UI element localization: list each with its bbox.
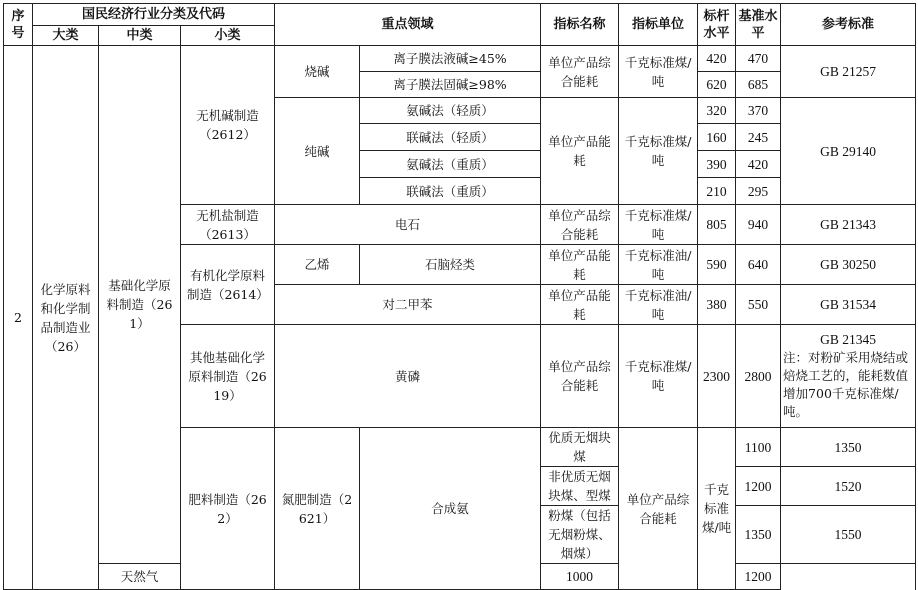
baseline-cell: 420	[736, 151, 781, 178]
header-industry-group: 国民经济行业分类及代码	[33, 4, 275, 26]
area-soda-ash: 纯碱	[275, 98, 360, 205]
middle-basic-chem-cell: 基础化学原料制造（261）	[99, 46, 181, 564]
minor-nitrogen-fert-cell: 氮肥制造（2621）	[275, 428, 360, 590]
major-class-cell: 化学原料和化学制品制造业（26）	[33, 46, 99, 590]
benchmark-cell: 1100	[736, 428, 781, 467]
minor-inorganic-salt-cell: 无机盐制造（2613）	[181, 205, 275, 245]
sub-area-cell: 联碱法（重质）	[360, 178, 541, 205]
sub-area-cell: 氨碱法（轻质）	[360, 98, 541, 124]
sub-area-cell: 石脑烃类	[360, 245, 541, 285]
area-ethylene: 乙烯	[275, 245, 360, 285]
benchmark-cell: 320	[698, 98, 736, 124]
header-middle: 中类	[99, 26, 181, 46]
indicator-unit-cell: 千克标准煤/吨	[619, 205, 698, 245]
benchmark-cell: 160	[698, 124, 736, 151]
sub-area-cell: 联碱法（轻质）	[360, 124, 541, 151]
reference-cell	[781, 325, 916, 428]
sub-area-cell: 对二甲苯	[275, 285, 541, 325]
baseline-cell: 470	[736, 46, 781, 72]
benchmark-cell: 210	[698, 178, 736, 205]
reference-cell: GB 31534	[781, 285, 916, 325]
indicator-name-cell: 单位产品能耗	[541, 285, 619, 325]
indicator-name-cell: 单位产品能耗	[541, 245, 619, 285]
benchmark-cell: 1000	[541, 564, 619, 590]
header-focus-area: 重点领域	[275, 4, 541, 46]
area-ammonia: 合成氨	[360, 428, 541, 590]
minor-organic-raw-cell: 有机化学原料制造（2614）	[181, 245, 275, 325]
area-caustic-soda: 烧碱	[275, 46, 360, 98]
sub-area-cell: 氨碱法（重质）	[360, 151, 541, 178]
benchmark-cell: 390	[698, 151, 736, 178]
header-reference: 参考标准	[781, 4, 916, 46]
benchmark-cell: 1350	[736, 506, 781, 564]
baseline-cell: 640	[736, 245, 781, 285]
minor-other-basic-cell: 其他基础化学原料制造（2619）	[181, 325, 275, 428]
header-indicator-name: 指标名称	[541, 4, 619, 46]
header-baseline: 基准水平	[736, 4, 781, 46]
indicator-unit-cell: 千克标准煤/吨	[619, 325, 698, 428]
indicator-unit-cell: 千克标准煤/吨	[698, 428, 736, 590]
header-benchmark: 标杆水平	[698, 4, 736, 46]
baseline-cell: 370	[736, 98, 781, 124]
indicator-unit-cell: 千克标准煤/吨	[619, 46, 698, 98]
reference-cell: GB 21257	[781, 46, 916, 98]
benchmark-cell: 2300	[698, 325, 736, 428]
sub-area-cell: 优质无烟块煤	[541, 428, 619, 467]
baseline-cell: 1550	[781, 506, 916, 564]
header-seq: 序号	[4, 4, 33, 46]
baseline-cell: 940	[736, 205, 781, 245]
reference-cell: GB 29140	[781, 98, 916, 205]
baseline-cell: 2800	[736, 325, 781, 428]
sub-area-cell: 黄磷	[275, 325, 541, 428]
indicator-unit-cell: 千克标准油/吨	[619, 285, 698, 325]
reference-note: 注：对粉矿采用烧结或焙烧工艺的，能耗数值增加700千克标准煤/吨。	[783, 350, 909, 419]
minor-inorganic-alkali-cell: 无机碱制造（2612）	[181, 46, 275, 205]
sub-area-cell: 离子膜法液碱≥45%	[360, 46, 541, 72]
reference-code: GB 21345	[820, 332, 876, 347]
baseline-cell: 550	[736, 285, 781, 325]
header-indicator-unit: 指标单位	[619, 4, 698, 46]
baseline-cell: 1350	[781, 428, 916, 467]
baseline-cell: 685	[736, 72, 781, 98]
baseline-cell: 1520	[781, 467, 916, 506]
benchmark-cell: 380	[698, 285, 736, 325]
baseline-cell: 1200	[736, 564, 781, 590]
indicator-name-cell: 单位产品综合能耗	[541, 46, 619, 98]
middle-fertilizer-cell: 肥料制造（262）	[181, 428, 275, 590]
reference-cell: GB 30250	[781, 245, 916, 285]
benchmark-cell: 420	[698, 46, 736, 72]
sub-area-cell: 粉煤（包括无烟粉煤、烟煤）	[541, 506, 619, 564]
benchmark-cell: 805	[698, 205, 736, 245]
sub-area-cell: 离子膜法固碱≥98%	[360, 72, 541, 98]
baseline-cell: 295	[736, 178, 781, 205]
seq-cell: 2	[4, 46, 33, 590]
indicator-unit-cell: 千克标准油/吨	[619, 245, 698, 285]
header-minor: 小类	[181, 26, 275, 46]
sub-area-cell: 非优质无烟块煤、型煤	[541, 467, 619, 506]
benchmark-cell: 1200	[736, 467, 781, 506]
sub-area-cell: 电石	[275, 205, 541, 245]
benchmark-cell: 590	[698, 245, 736, 285]
energy-benchmark-table	[3, 3, 916, 590]
benchmark-cell: 620	[698, 72, 736, 98]
indicator-name-cell: 单位产品综合能耗	[541, 325, 619, 428]
header-major: 大类	[33, 26, 99, 46]
reference-cell: GB 21343	[781, 205, 916, 245]
indicator-name-cell: 单位产品综合能耗	[619, 428, 698, 590]
sub-area-cell: 天然气	[99, 564, 181, 590]
indicator-name-cell: 单位产品能耗	[541, 98, 619, 205]
indicator-unit-cell: 千克标准煤/吨	[619, 98, 698, 205]
indicator-name-cell: 单位产品综合能耗	[541, 205, 619, 245]
baseline-cell: 245	[736, 124, 781, 151]
